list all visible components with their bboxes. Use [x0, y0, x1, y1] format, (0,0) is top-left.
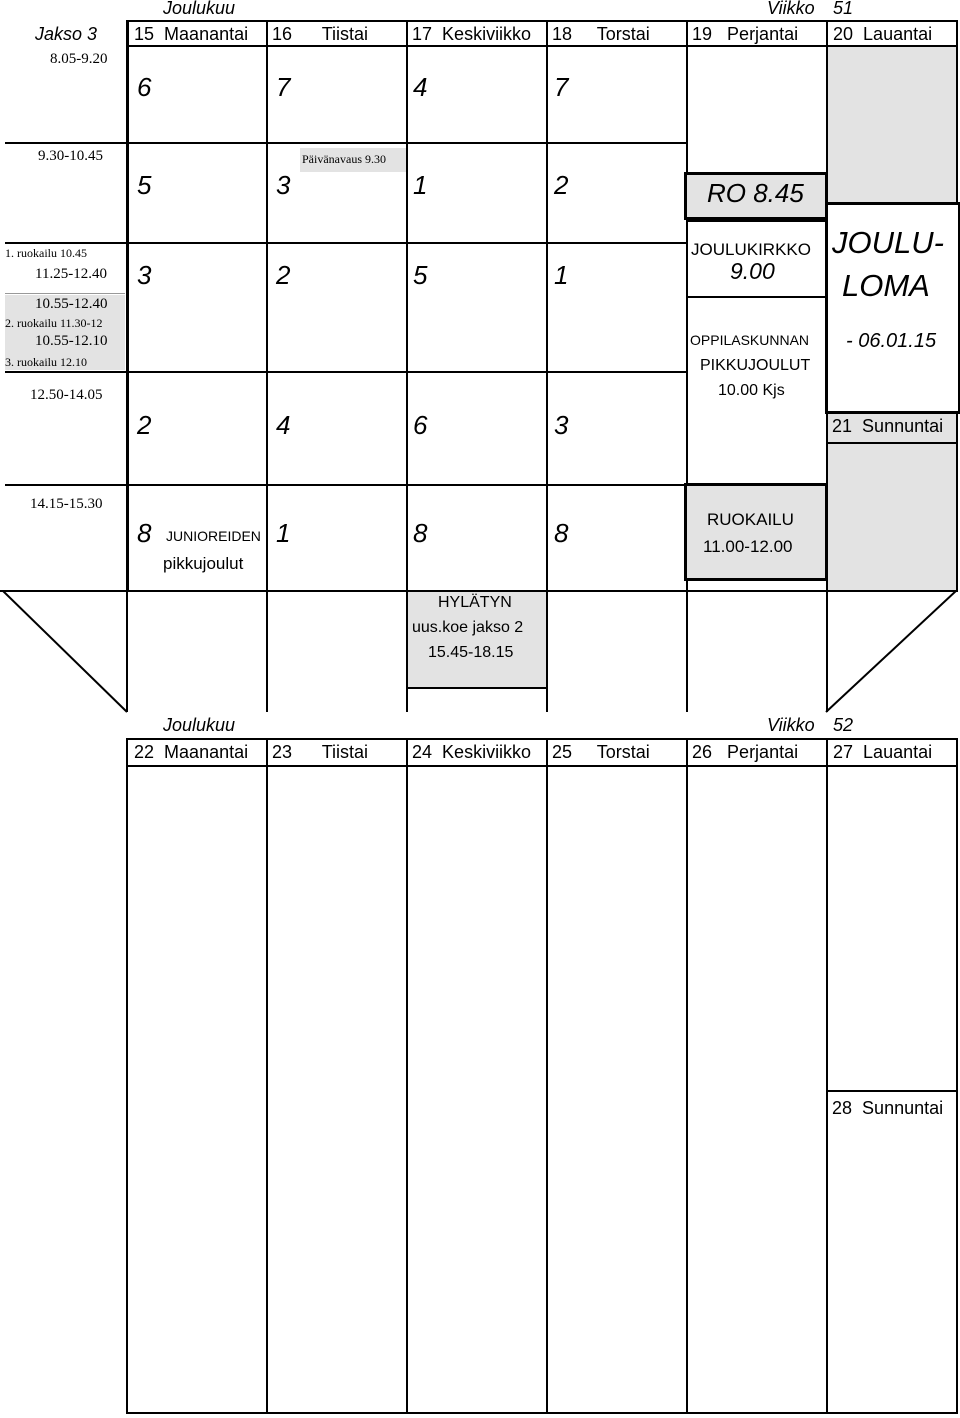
hylatyn-note: HYLÄTYN: [438, 594, 512, 611]
week-number: 51: [833, 0, 854, 18]
time-slot-1: 8.05-9.20: [50, 51, 108, 67]
slot-r3-mon: 3: [137, 260, 152, 290]
slot-r4-thu: 3: [554, 410, 569, 440]
day-header-22: 22 Maanantai: [134, 742, 249, 762]
ruokailu-box: [684, 483, 828, 581]
joululoma-line1: JOULU-: [832, 225, 944, 260]
kjs-note: 10.00 Kjs: [718, 382, 785, 399]
lunch-3-label: 3. ruokailu 12.10: [5, 355, 87, 369]
day-header-20: 20 Lauantai: [833, 24, 933, 44]
day-header-26: 26 Perjantai: [692, 742, 799, 762]
slot-r2-tue: 3: [276, 170, 291, 200]
slot-r2-thu: 2: [554, 170, 569, 200]
slot-r2-mon: 5: [137, 170, 152, 200]
joulukirkko-time: 9.00: [730, 258, 775, 284]
day-header-18: 18 Torstai: [552, 24, 650, 44]
junior-pikkujoulut-note: pikkujoulut: [163, 554, 244, 573]
day-header-24: 24 Keskiviikko: [412, 742, 532, 762]
month-label-2: Joulukuu: [163, 715, 236, 735]
joulukirkko-note: JOULUKIRKKO: [691, 240, 811, 259]
slot-r5-thu: 8: [554, 518, 569, 548]
slot-r3-wed: 5: [413, 260, 428, 290]
uuskoe-time: 15.45-18.15: [428, 644, 514, 661]
slot-r1-mon: 6: [137, 72, 152, 102]
period-label: Jakso 3: [35, 24, 98, 44]
week-number-2: 52: [833, 715, 854, 735]
day-header-28: 28 Sunnuntai: [832, 1098, 944, 1118]
week-label-2: Viikko: [767, 715, 815, 735]
slot-r1-wed: 4: [413, 72, 428, 102]
day-header-15: 15 Maanantai: [134, 24, 249, 44]
lunch-2-time: 10.55-12.10: [35, 333, 108, 349]
week-label: Viikko: [767, 0, 815, 18]
day-header-25: 25 Torstai: [552, 742, 650, 762]
slot-r2-wed: 1: [413, 170, 428, 200]
slot-r5-tue: 1: [276, 518, 291, 548]
time-slot-3b: 10.55-12.40: [35, 296, 108, 312]
time-slot-5: 14.15-15.30: [30, 496, 103, 512]
slot-r1-tue: 7: [276, 72, 291, 102]
slot-r5-wed: 8: [413, 518, 428, 548]
slot-r1-thu: 7: [554, 72, 569, 102]
pikkujoulut-note: PIKKUJOULUT: [700, 357, 811, 374]
day-header-23: 23 Tiistai: [272, 742, 369, 762]
lunch-1-time: 11.25-12.40: [35, 266, 107, 282]
ro-note: RO 8.45: [707, 178, 804, 208]
slot-r4-tue: 4: [276, 410, 291, 440]
time-slot-2: 9.30-10.45: [38, 148, 103, 164]
day-header-21: 21 Sunnuntai: [832, 416, 944, 436]
day-header-17: 17 Keskiviikko: [412, 24, 532, 44]
fold-lines: [0, 590, 960, 720]
ruokailu-note: RUOKAILU: [707, 510, 794, 529]
slot-r4-wed: 6: [413, 410, 428, 440]
month-label: Joulukuu: [163, 0, 236, 18]
joululoma-line2: LOMA: [842, 268, 930, 303]
day-header-27: 27 Lauantai: [833, 742, 933, 762]
day-header-19: 19 Perjantai: [692, 24, 799, 44]
uuskoe-note: uus.koe jakso 2: [412, 619, 524, 636]
day-header-16: 16 Tiistai: [272, 24, 369, 44]
lunch-1-label: 1. ruokailu 10.45: [5, 246, 87, 260]
slot-r4-mon: 2: [137, 410, 152, 440]
oppilaskunnan-note: OPPILASKUNNAN: [690, 332, 810, 348]
ruokailu-time: 11.00-12.00: [703, 537, 793, 556]
time-slot-4: 12.50-14.05: [30, 387, 103, 403]
junioreiden-note: JUNIOREIDEN: [166, 528, 261, 544]
lunch-2-label: 2. ruokailu 11.30-12: [5, 316, 103, 330]
slot-r5-mon: 8: [137, 518, 152, 548]
slot-r3-tue: 2: [276, 260, 291, 290]
loma-end-date: - 06.01.15: [846, 330, 937, 352]
paivanavaus-note: Päivänavaus 9.30: [302, 152, 386, 166]
slot-r3-thu: 1: [554, 260, 569, 290]
